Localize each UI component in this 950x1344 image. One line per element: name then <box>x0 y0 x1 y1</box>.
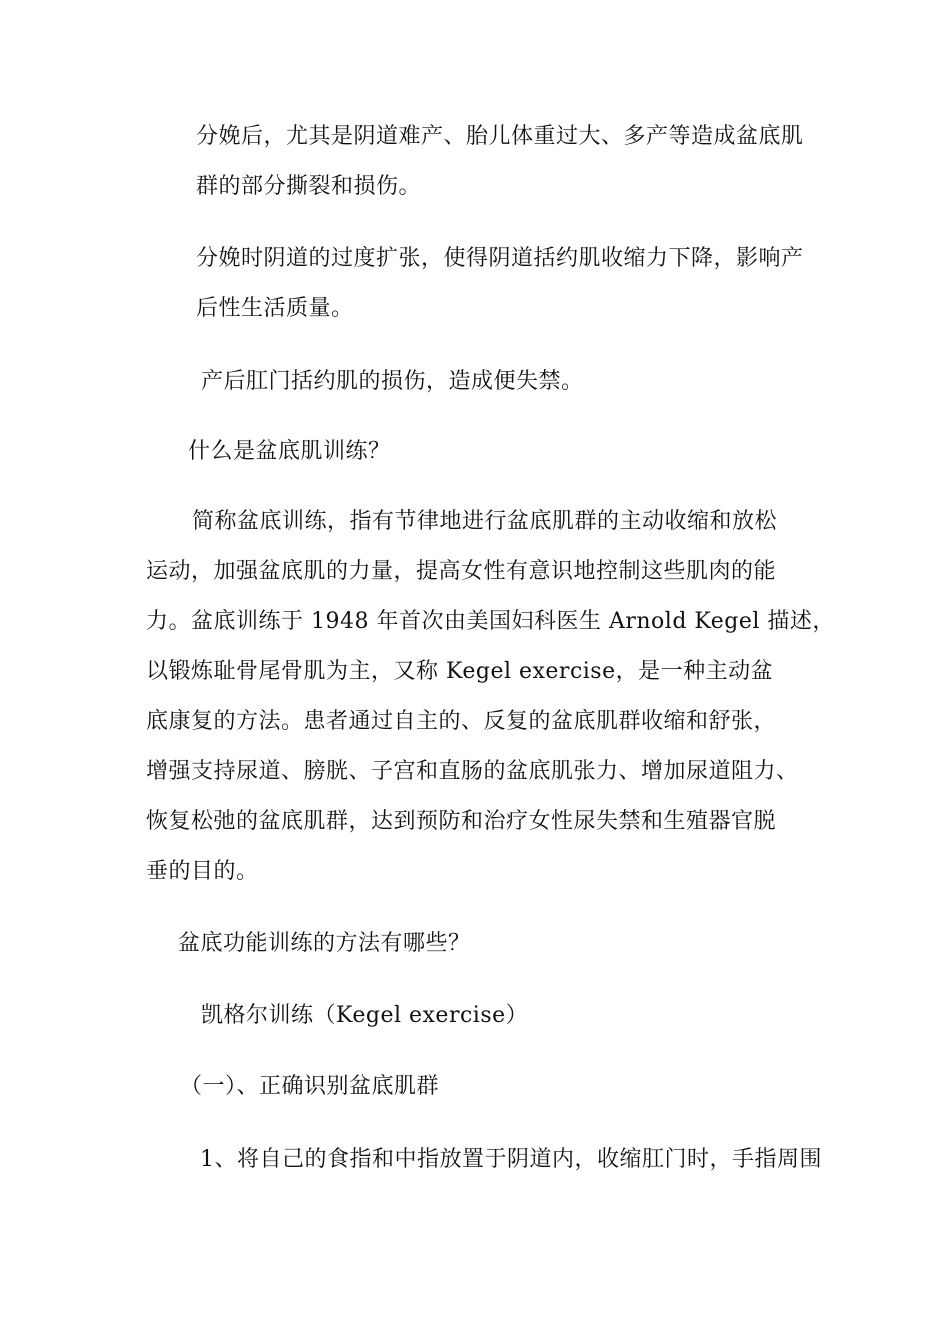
paragraph-line: 分娩时阴道的过度扩张，使得阴道括约肌收缩力下降，影响产 <box>196 246 804 271</box>
paragraph-line: 恢复松弛的盆底肌群，达到预防和治疗女性尿失禁和生殖器官脱 <box>146 809 777 834</box>
section-heading: 盆底功能训练的方法有哪些？ <box>178 931 471 956</box>
paragraph-line: 底康复的方法。患者通过自主的、反复的盆底肌群收缩和舒张， <box>146 709 777 734</box>
paragraph-line: 群的部分撕裂和损伤。 <box>196 174 422 199</box>
section-heading: 凯格尔训练（Kegel exercise） <box>201 1003 529 1028</box>
paragraph-line: 以锻炼耻骨尾骨肌为主，又称 Kegel exercise，是一种主动盆 <box>146 659 774 684</box>
paragraph-line: 简称盆底训练，指有节律地进行盆底肌群的主动收缩和放松 <box>192 509 778 534</box>
paragraph-line: 后性生活质量。 <box>196 296 354 321</box>
paragraph-line: 产后肛门括约肌的损伤，造成便失禁。 <box>201 369 584 394</box>
paragraph-line: 运动，加强盆底肌的力量，提高女性有意识地控制这些肌肉的能 <box>146 559 777 584</box>
paragraph-line: 垂的目的。 <box>146 859 259 884</box>
paragraph-line: 1、将自己的食指和中指放置于阴道内，收缩肛门时，手指周围 <box>200 1147 822 1172</box>
paragraph-line: 增强支持尿道、膀胱、子宫和直肠的盆底肌张力、增加尿道阻力、 <box>146 759 799 784</box>
paragraph-line: 分娩后，尤其是阴道难产、胎儿体重过大、多产等造成盆底肌 <box>196 124 804 149</box>
section-heading: 什么是盆底肌训练？ <box>188 439 391 464</box>
section-heading: （一）、正确识别盆底肌群 <box>180 1074 440 1099</box>
paragraph-line: 力。盆底训练于 1948 年首次由美国妇科医生 Arnold Kegel 描述， <box>146 609 835 634</box>
